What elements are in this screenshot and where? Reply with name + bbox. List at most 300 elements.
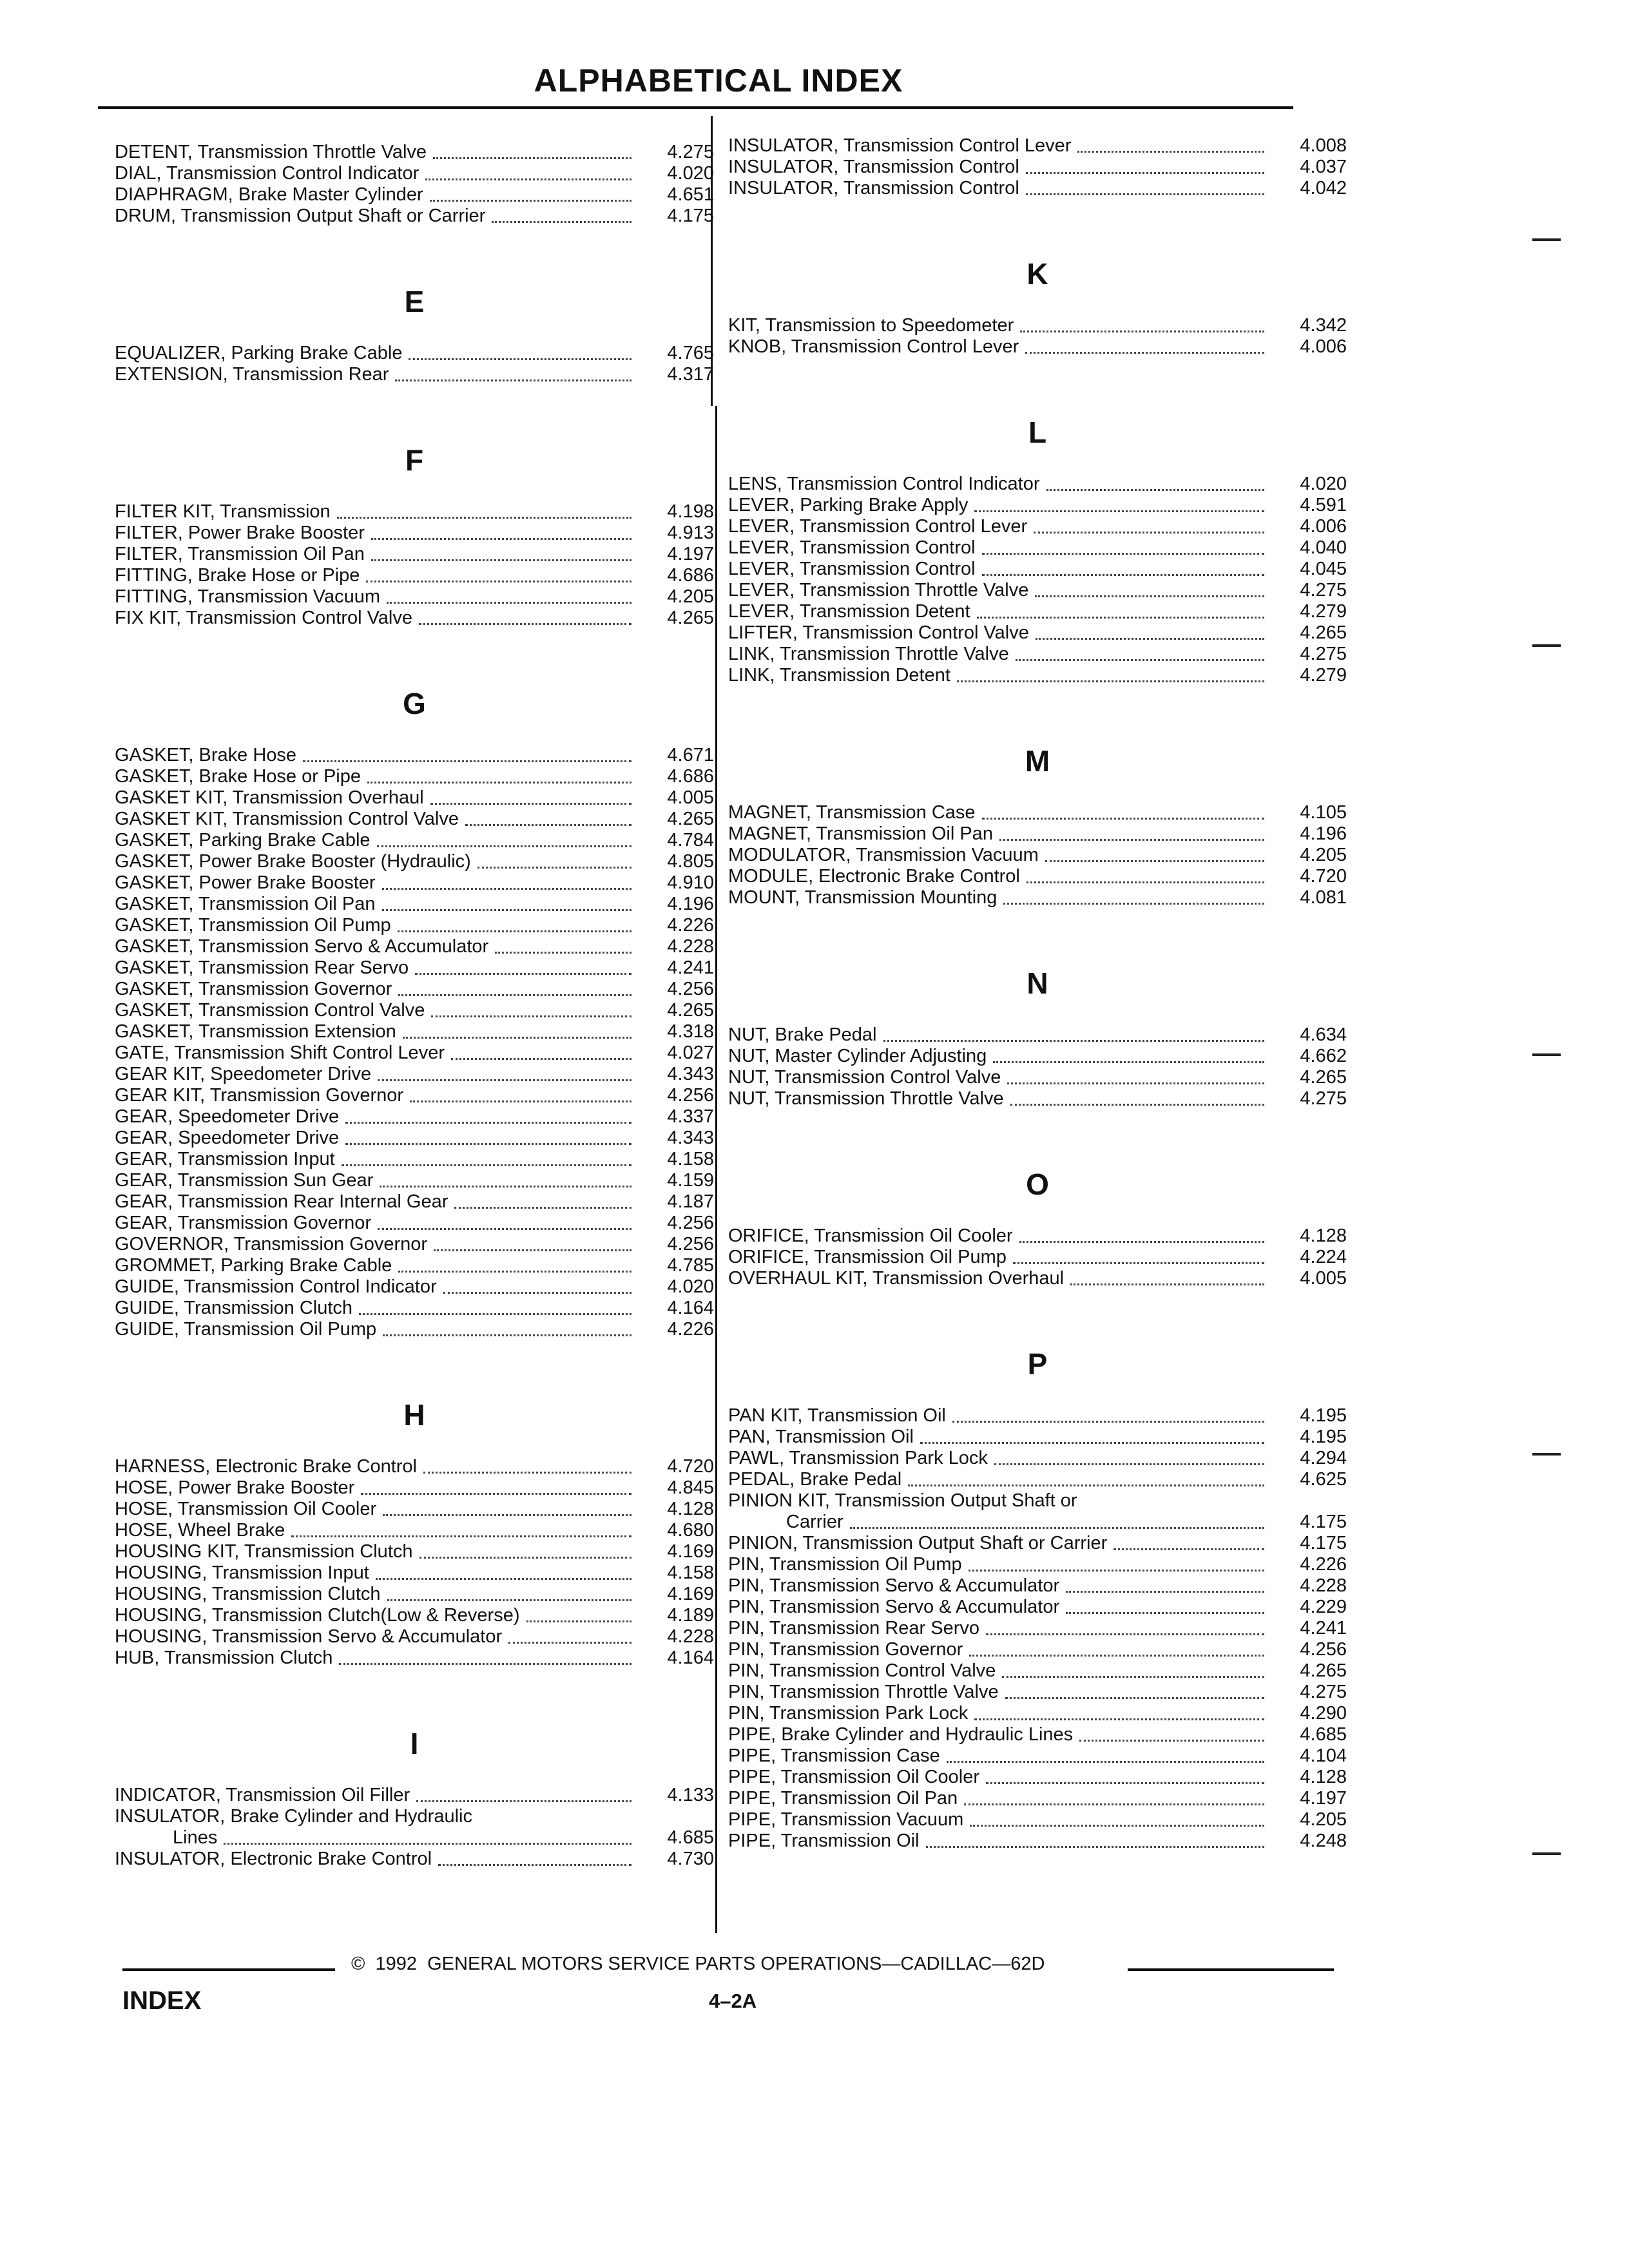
entry-page-ref: 4.686 bbox=[667, 565, 714, 586]
index-entry bbox=[728, 336, 1347, 358]
index-section bbox=[728, 1143, 1347, 1289]
binding-mark bbox=[1532, 1053, 1561, 1056]
entry-label: MODULE, Electronic Brake Control bbox=[728, 866, 1020, 887]
index-entry bbox=[728, 845, 1347, 866]
leader-dots bbox=[224, 1843, 631, 1845]
index-entry bbox=[728, 665, 1347, 686]
index-entry bbox=[728, 1469, 1347, 1490]
section-letter: O bbox=[1026, 1168, 1049, 1201]
entry-page-ref: 4.224 bbox=[1300, 1247, 1347, 1267]
entry-page-ref: 4.196 bbox=[1300, 823, 1347, 844]
entry-label: FITTING, Brake Hose or Pipe bbox=[115, 565, 360, 586]
entry-page-ref: 4.342 bbox=[1300, 315, 1347, 336]
leader-dots bbox=[1036, 638, 1264, 640]
index-entry bbox=[728, 1024, 1347, 1046]
leader-dots bbox=[1016, 659, 1264, 661]
entry-page-ref: 4.020 bbox=[667, 1276, 714, 1297]
entry-label: ORIFICE, Transmission Oil Cooler bbox=[728, 1225, 1013, 1246]
entry-page-ref: 4.265 bbox=[1300, 1660, 1347, 1681]
entry-label: DRUM, Transmission Output Shaft or Carrier bbox=[115, 206, 486, 226]
index-entry bbox=[728, 559, 1347, 580]
entry-label: LINK, Transmission Detent bbox=[728, 665, 950, 686]
index-entry bbox=[728, 644, 1347, 665]
leader-dots bbox=[947, 1761, 1264, 1763]
entry-label: INDICATOR, Transmission Oil Filler bbox=[115, 1785, 410, 1805]
leader-dots bbox=[982, 818, 1264, 820]
entry-page-ref: 4.685 bbox=[667, 1827, 714, 1848]
entry-label: INSULATOR, Transmission Control bbox=[728, 157, 1019, 177]
entry-label: LEVER, Parking Brake Apply bbox=[728, 495, 969, 515]
entry-label: GEAR KIT, Speedometer Drive bbox=[115, 1064, 372, 1084]
entry-label: PIN, Transmission Governor bbox=[728, 1639, 963, 1660]
entry-label: PIPE, Transmission Oil Cooler bbox=[728, 1767, 980, 1787]
entry-page-ref: 4.265 bbox=[667, 608, 714, 628]
leader-dots bbox=[423, 1472, 631, 1474]
leader-dots bbox=[1005, 1697, 1264, 1699]
leader-dots bbox=[367, 782, 631, 783]
index-section bbox=[728, 942, 1347, 1110]
entry-label: INSULATOR, Brake Cylinder and Hydraulic bbox=[115, 1806, 472, 1827]
entry-page-ref: 4.128 bbox=[1300, 1225, 1347, 1246]
leader-dots bbox=[403, 1037, 631, 1039]
footer-rule-left bbox=[122, 1968, 335, 1971]
entry-page-ref: 4.290 bbox=[1300, 1703, 1347, 1724]
entry-label: DIAPHRAGM, Brake Master Cylinder bbox=[115, 184, 423, 205]
entry-label: OVERHAUL KIT, Transmission Overhaul bbox=[728, 1268, 1065, 1289]
entry-page-ref: 4.275 bbox=[1300, 1682, 1347, 1702]
section-letter: M bbox=[1025, 744, 1050, 778]
entry-page-ref: 4.228 bbox=[667, 936, 714, 957]
entry-label: LINK, Transmission Throttle Valve bbox=[728, 644, 1009, 664]
entry-page-ref: 4.159 bbox=[667, 1170, 714, 1191]
index-entry bbox=[115, 1276, 714, 1298]
entry-page-ref: 4.008 bbox=[1300, 135, 1347, 156]
index-entry bbox=[115, 1626, 714, 1648]
leader-dots bbox=[345, 1143, 631, 1145]
entry-page-ref: 4.133 bbox=[667, 1785, 714, 1805]
index-entry bbox=[115, 979, 714, 1000]
leader-dots bbox=[383, 1334, 631, 1336]
entry-page-ref: 4.720 bbox=[667, 1456, 714, 1477]
entry-label: GASKET, Power Brake Booster bbox=[115, 872, 376, 893]
index-entry bbox=[115, 1499, 714, 1520]
entry-page-ref: 4.241 bbox=[667, 957, 714, 978]
index-entry bbox=[115, 1849, 714, 1870]
section-gap bbox=[728, 686, 1347, 720]
entry-label: GUIDE, Transmission Control Indicator bbox=[115, 1276, 437, 1297]
entry-label: GASKET, Brake Hose bbox=[115, 745, 297, 765]
left-index-column bbox=[115, 142, 714, 1870]
entry-page-ref: 4.805 bbox=[667, 851, 714, 872]
leader-dots bbox=[926, 1846, 1264, 1848]
leader-dots bbox=[419, 623, 631, 625]
leader-dots bbox=[952, 1421, 1264, 1423]
leader-dots bbox=[345, 1122, 631, 1124]
entry-page-ref: 4.634 bbox=[1300, 1024, 1347, 1045]
index-entry bbox=[728, 178, 1347, 199]
entry-page-ref: 4.651 bbox=[667, 184, 714, 205]
leader-dots bbox=[993, 1061, 1264, 1063]
index-entry bbox=[115, 1785, 714, 1806]
entry-label: PAN, Transmission Oil bbox=[728, 1427, 914, 1447]
binding-mark bbox=[1532, 1852, 1561, 1855]
leader-dots bbox=[398, 1271, 631, 1273]
index-section bbox=[728, 391, 1347, 686]
entry-label: LIFTER, Transmission Control Valve bbox=[728, 622, 1029, 643]
index-entry bbox=[115, 1043, 714, 1064]
entry-label: GUIDE, Transmission Clutch bbox=[115, 1298, 353, 1318]
section-label: INDEX bbox=[122, 1986, 202, 2015]
index-entry bbox=[115, 1213, 714, 1234]
entry-label: GUIDE, Transmission Oil Pump bbox=[115, 1319, 377, 1340]
entry-label: FIX KIT, Transmission Control Valve bbox=[115, 608, 413, 628]
entry-page-ref: 4.294 bbox=[1300, 1448, 1347, 1468]
leader-dots bbox=[465, 824, 631, 826]
index-entry bbox=[115, 1319, 714, 1340]
right-index-column bbox=[728, 135, 1347, 1852]
index-entry bbox=[728, 537, 1347, 559]
entry-label: GROMMET, Parking Brake Cable bbox=[115, 1255, 392, 1276]
leader-dots bbox=[1066, 1591, 1264, 1593]
leader-dots bbox=[1003, 903, 1264, 905]
entry-label: LEVER, Transmission Control bbox=[728, 559, 976, 579]
leader-dots bbox=[361, 1493, 631, 1495]
index-entry bbox=[728, 802, 1347, 823]
leader-dots bbox=[383, 1514, 631, 1516]
index-entry bbox=[728, 1448, 1347, 1469]
entry-label: PIPE, Transmission Oil Pan bbox=[728, 1788, 958, 1809]
entry-page-ref: 4.265 bbox=[667, 809, 714, 829]
entry-label: KNOB, Transmission Control Lever bbox=[728, 336, 1019, 357]
index-entry bbox=[728, 866, 1347, 887]
index-entry bbox=[728, 315, 1347, 336]
entry-label: GASKET, Transmission Control Valve bbox=[115, 1000, 425, 1021]
entry-page-ref: 4.158 bbox=[667, 1562, 714, 1583]
leader-dots bbox=[1070, 1283, 1264, 1285]
index-entry bbox=[115, 894, 714, 915]
entry-page-ref: 4.671 bbox=[667, 745, 714, 765]
section-letter: P bbox=[1027, 1347, 1048, 1381]
column-divider-lower bbox=[715, 406, 717, 1933]
entry-label: HOUSING, Transmission Clutch bbox=[115, 1584, 381, 1604]
entry-label: GASKET KIT, Transmission Overhaul bbox=[115, 787, 424, 808]
entry-page-ref: 4.020 bbox=[1300, 474, 1347, 494]
leader-dots bbox=[994, 1463, 1264, 1465]
leader-dots bbox=[359, 1313, 631, 1315]
entry-label: PIN, Transmission Rear Servo bbox=[728, 1618, 980, 1639]
entry-label: PIPE, Transmission Oil bbox=[728, 1831, 920, 1851]
index-entry bbox=[728, 1427, 1347, 1448]
index-entry bbox=[115, 766, 714, 787]
entry-page-ref: 4.265 bbox=[1300, 622, 1347, 643]
index-entry bbox=[115, 206, 714, 227]
entry-label: GEAR, Transmission Input bbox=[115, 1149, 335, 1169]
leader-dots bbox=[415, 973, 631, 975]
entry-page-ref: 4.005 bbox=[1300, 1268, 1347, 1289]
leader-dots bbox=[982, 553, 1264, 555]
index-section bbox=[728, 135, 1347, 199]
section-letter: L bbox=[1028, 416, 1047, 449]
entry-label: MAGNET, Transmission Case bbox=[728, 802, 976, 823]
entry-label: DIAL, Transmission Control Indicator bbox=[115, 163, 419, 184]
entry-label: PIN, Transmission Park Lock bbox=[728, 1703, 969, 1724]
section-gap bbox=[115, 227, 714, 260]
entry-label: LEVER, Transmission Detent bbox=[728, 601, 970, 622]
leader-dots bbox=[1066, 1612, 1264, 1614]
entry-page-ref: 4.720 bbox=[1300, 866, 1347, 887]
entry-label: LEVER, Transmission Throttle Valve bbox=[728, 580, 1029, 601]
index-entry bbox=[115, 565, 714, 586]
entry-label: HUB, Transmission Clutch bbox=[115, 1648, 333, 1668]
entry-label: HOSE, Transmission Oil Cooler bbox=[115, 1499, 377, 1519]
index-entry bbox=[115, 1106, 714, 1128]
index-entry bbox=[728, 1533, 1347, 1554]
index-entry bbox=[728, 1268, 1347, 1289]
index-entry bbox=[115, 501, 714, 523]
entry-page-ref: 4.241 bbox=[1300, 1618, 1347, 1639]
page-number: 4–2A bbox=[709, 1990, 757, 2012]
index-entry bbox=[115, 544, 714, 565]
entry-label: EXTENSION, Transmission Rear bbox=[115, 364, 389, 385]
index-section bbox=[728, 1323, 1347, 1852]
index-entry bbox=[115, 163, 714, 184]
index-entry bbox=[115, 1648, 714, 1669]
entry-page-ref: 4.275 bbox=[1300, 580, 1347, 601]
binding-mark bbox=[1532, 238, 1561, 241]
section-gap bbox=[728, 358, 1347, 391]
entry-label: GEAR, Speedometer Drive bbox=[115, 1106, 340, 1127]
entry-page-ref: 4.005 bbox=[667, 787, 714, 808]
leader-dots bbox=[416, 1800, 631, 1802]
leader-dots bbox=[342, 1164, 631, 1166]
entry-label: NUT, Transmission Control Valve bbox=[728, 1067, 1001, 1088]
leader-dots bbox=[495, 952, 631, 954]
entry-page-ref: 4.591 bbox=[1300, 495, 1347, 515]
leader-dots bbox=[982, 574, 1264, 576]
index-entry bbox=[115, 1064, 714, 1085]
index-entry bbox=[115, 1298, 714, 1319]
entry-label: GEAR, Transmission Governor bbox=[115, 1213, 372, 1233]
index-entry bbox=[115, 745, 714, 766]
leader-dots bbox=[850, 1527, 1264, 1529]
index-entry bbox=[115, 809, 714, 830]
index-entry bbox=[115, 872, 714, 894]
entry-page-ref: 4.226 bbox=[667, 915, 714, 936]
entry-page-ref: 4.020 bbox=[667, 163, 714, 184]
index-entry bbox=[728, 157, 1347, 178]
section-gap bbox=[115, 1340, 714, 1374]
entry-page-ref: 4.256 bbox=[667, 979, 714, 999]
entry-label: PIN, Transmission Oil Pump bbox=[728, 1554, 962, 1575]
entry-page-ref: 4.169 bbox=[667, 1584, 714, 1604]
leader-dots bbox=[1007, 1082, 1264, 1084]
index-entry bbox=[115, 1806, 714, 1849]
index-entry bbox=[728, 1831, 1347, 1852]
leader-dots bbox=[431, 1015, 631, 1017]
entry-label: GASKET, Transmission Governor bbox=[115, 979, 392, 999]
leader-dots bbox=[508, 1642, 631, 1644]
entry-page-ref: 4.104 bbox=[1300, 1745, 1347, 1766]
index-entry bbox=[115, 1191, 714, 1213]
entry-label: GASKET, Parking Brake Cable bbox=[115, 830, 371, 850]
leader-dots bbox=[398, 930, 631, 932]
leader-dots bbox=[977, 617, 1264, 619]
entry-page-ref: 4.845 bbox=[667, 1477, 714, 1498]
index-entry bbox=[728, 580, 1347, 601]
entry-page-ref: 4.275 bbox=[667, 142, 714, 162]
entry-page-ref: 4.198 bbox=[667, 501, 714, 522]
entry-label: PIN, Transmission Control Valve bbox=[728, 1660, 996, 1681]
leader-dots bbox=[1046, 489, 1264, 491]
section-gap bbox=[728, 908, 1347, 942]
section-letter: N bbox=[1027, 966, 1048, 1000]
entry-page-ref: 4.256 bbox=[667, 1234, 714, 1254]
entry-label: FITTING, Transmission Vacuum bbox=[115, 586, 380, 607]
index-entry bbox=[115, 1128, 714, 1149]
entry-label: HOUSING, Transmission Clutch(Low & Reverse) bbox=[115, 1605, 520, 1626]
entry-page-ref: 4.275 bbox=[1300, 644, 1347, 664]
index-section bbox=[115, 662, 714, 1340]
index-entry bbox=[728, 1088, 1347, 1110]
entry-page-ref: 4.196 bbox=[667, 894, 714, 914]
entry-label: HOSE, Wheel Brake bbox=[115, 1520, 285, 1541]
leader-dots bbox=[883, 1040, 1265, 1042]
section-gap bbox=[115, 385, 714, 419]
index-entry bbox=[115, 608, 714, 629]
index-entry bbox=[115, 1170, 714, 1191]
leader-dots bbox=[454, 1207, 631, 1209]
leader-dots bbox=[1013, 1262, 1264, 1264]
index-entry bbox=[728, 474, 1347, 495]
entry-page-ref: 4.169 bbox=[667, 1541, 714, 1562]
index-entry bbox=[115, 343, 714, 364]
entry-label: GASKET, Transmission Oil Pan bbox=[115, 894, 376, 914]
index-entry bbox=[115, 586, 714, 608]
entry-label: MAGNET, Transmission Oil Pan bbox=[728, 823, 993, 844]
entry-page-ref: 4.228 bbox=[667, 1626, 714, 1647]
index-section bbox=[115, 142, 714, 227]
leader-dots bbox=[974, 1718, 1264, 1720]
leader-dots bbox=[492, 221, 631, 223]
index-entry bbox=[115, 936, 714, 957]
leader-dots bbox=[999, 839, 1264, 841]
entry-label: MOUNT, Transmission Mounting bbox=[728, 887, 998, 908]
index-entry bbox=[728, 1575, 1347, 1597]
index-entry bbox=[728, 1225, 1347, 1247]
entry-page-ref: 4.175 bbox=[667, 206, 714, 226]
entry-label-continued: Lines bbox=[173, 1827, 218, 1848]
footer-rule-right bbox=[1128, 1968, 1334, 1971]
entry-label: GEAR KIT, Transmission Governor bbox=[115, 1085, 404, 1106]
index-entry bbox=[115, 957, 714, 979]
index-entry bbox=[115, 1234, 714, 1255]
entry-label: PIPE, Transmission Vacuum bbox=[728, 1809, 964, 1830]
section-gap bbox=[728, 199, 1347, 233]
entry-label: GATE, Transmission Shift Control Lever bbox=[115, 1043, 445, 1063]
entry-page-ref: 4.265 bbox=[1300, 1067, 1347, 1088]
entry-continuation bbox=[115, 1827, 714, 1849]
index-entry bbox=[728, 135, 1347, 157]
section-letter: H bbox=[403, 1398, 425, 1432]
leader-dots bbox=[1113, 1548, 1264, 1550]
index-entry bbox=[115, 1605, 714, 1626]
entry-page-ref: 4.081 bbox=[1300, 887, 1347, 908]
index-entry bbox=[728, 1247, 1347, 1268]
leader-dots bbox=[986, 1782, 1264, 1784]
entry-page-ref: 4.625 bbox=[1300, 1469, 1347, 1490]
index-entry bbox=[115, 1541, 714, 1562]
index-entry bbox=[115, 830, 714, 851]
entry-page-ref: 4.045 bbox=[1300, 559, 1347, 579]
entry-label: PIPE, Transmission Case bbox=[728, 1745, 940, 1766]
index-entry bbox=[728, 1639, 1347, 1660]
entry-label: PINION, Transmission Output Shaft or Carrier bbox=[728, 1533, 1108, 1553]
entry-page-ref: 4.128 bbox=[667, 1499, 714, 1519]
leader-dots bbox=[477, 867, 631, 869]
binding-mark bbox=[1532, 644, 1561, 647]
index-entry bbox=[115, 184, 714, 206]
leader-dots bbox=[1079, 1740, 1264, 1742]
entry-label: MODULATOR, Transmission Vacuum bbox=[728, 845, 1039, 865]
entry-page-ref: 4.685 bbox=[1300, 1724, 1347, 1745]
entry-page-ref: 4.765 bbox=[667, 343, 714, 363]
entry-label: DETENT, Transmission Throttle Valve bbox=[115, 142, 427, 162]
leader-dots bbox=[1035, 595, 1264, 597]
index-entry bbox=[115, 1149, 714, 1170]
leader-dots bbox=[371, 559, 631, 561]
section-letter: I bbox=[410, 1727, 419, 1760]
leader-dots bbox=[1025, 352, 1264, 354]
leader-dots bbox=[920, 1442, 1264, 1444]
entry-label: NUT, Master Cylinder Adjusting bbox=[728, 1046, 987, 1066]
leader-dots bbox=[1034, 532, 1264, 533]
entry-label: GASKET, Transmission Extension bbox=[115, 1021, 396, 1042]
entry-label: LEVER, Transmission Control Lever bbox=[728, 516, 1028, 537]
index-entry bbox=[115, 1000, 714, 1021]
leader-dots bbox=[908, 1485, 1264, 1486]
leader-dots bbox=[378, 1079, 631, 1081]
leader-dots bbox=[1019, 1241, 1264, 1243]
index-entry bbox=[115, 1477, 714, 1499]
leader-dots bbox=[969, 1655, 1264, 1657]
leader-dots bbox=[1026, 172, 1264, 174]
entry-page-ref: 4.226 bbox=[1300, 1554, 1347, 1575]
leader-dots bbox=[371, 538, 631, 540]
leader-dots bbox=[366, 581, 631, 582]
entry-label: HOSE, Power Brake Booster bbox=[115, 1477, 355, 1498]
leader-dots bbox=[438, 1864, 631, 1866]
entry-page-ref: 4.189 bbox=[667, 1605, 714, 1626]
binding-mark bbox=[1532, 1453, 1561, 1456]
leader-dots bbox=[451, 1058, 631, 1060]
index-entry bbox=[728, 601, 1347, 622]
entry-page-ref: 4.686 bbox=[667, 766, 714, 787]
index-entry bbox=[728, 622, 1347, 644]
entry-label: ORIFICE, Transmission Oil Pump bbox=[728, 1247, 1007, 1267]
leader-dots bbox=[376, 1578, 631, 1580]
entry-page-ref: 4.913 bbox=[667, 523, 714, 543]
entry-label: PAN KIT, Transmission Oil bbox=[728, 1405, 946, 1426]
section-letter: E bbox=[404, 285, 425, 318]
entry-page-ref: 4.027 bbox=[667, 1043, 714, 1063]
index-entry bbox=[728, 516, 1347, 537]
index-entry bbox=[728, 887, 1347, 908]
entry-label: GOVERNOR, Transmission Governor bbox=[115, 1234, 428, 1254]
index-section bbox=[115, 260, 714, 385]
leader-dots bbox=[969, 1570, 1264, 1571]
leader-dots bbox=[970, 1825, 1264, 1827]
index-entry bbox=[728, 1618, 1347, 1639]
